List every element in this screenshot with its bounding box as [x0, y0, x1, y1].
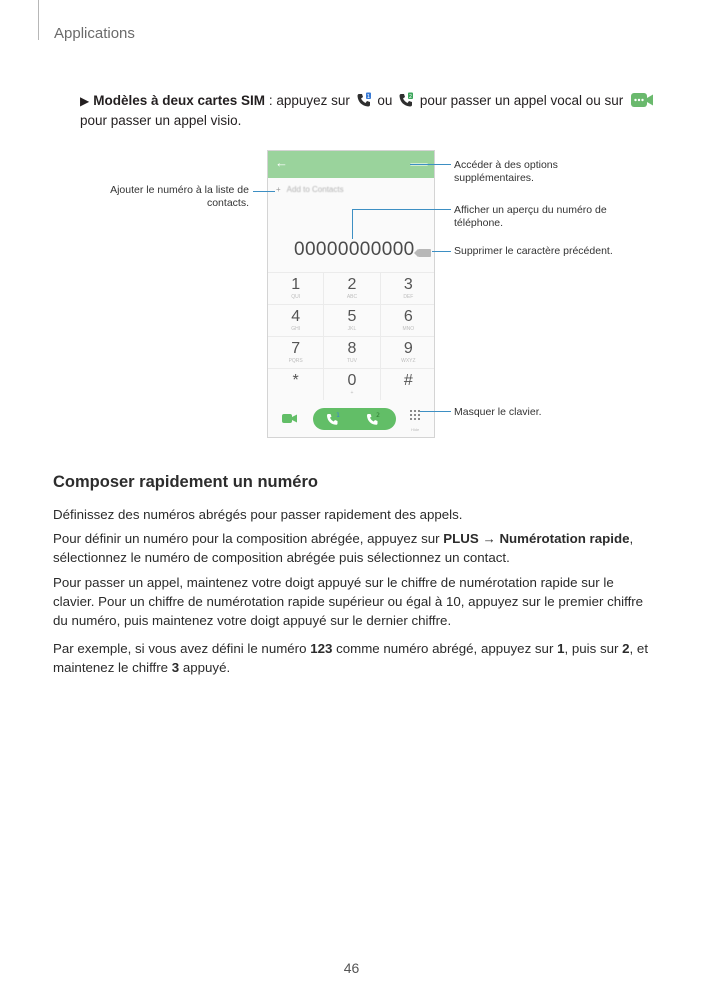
dial-key-digit: 4 — [291, 308, 301, 325]
paragraph-2: Pour définir un numéro pour la composition abrégée, appuyez sur PLUS → Numérotation rapide, sélectionnez le numéro de composition abrégée puis sélectionnez un contact. — [53, 531, 634, 565]
margin-rule — [38, 0, 39, 40]
dial-keypad — [268, 272, 435, 400]
dial-key[interactable] — [268, 337, 323, 368]
dual-sim-note: ▶ Modèles à deux cartes SIM : appuyez sur 1 ou 2 pour passer un appel vocal ou sur pour passer un appel visio. — [80, 91, 660, 131]
keypad-row — [268, 272, 435, 304]
callout-hide-keypad: Masquer le clavier. — [454, 406, 542, 418]
callout-preview: Afficher un aperçu du numéro de téléphone. — [454, 204, 607, 229]
dial-key-digit: 6 — [403, 308, 413, 325]
section-header: Applications — [54, 25, 135, 42]
dial-key[interactable] — [380, 369, 435, 400]
video-call-icon[interactable] — [282, 413, 298, 424]
dial-key-digit: * — [292, 372, 299, 389]
dial-key-digit: 2 — [347, 276, 357, 293]
sim2-number: 2 — [376, 412, 380, 419]
sim1-call-button[interactable] — [325, 412, 341, 427]
dial-key-letters: DEF — [403, 294, 414, 300]
dial-key-digit: 1 — [291, 276, 301, 293]
page-number: 46 — [343, 960, 360, 976]
dial-key-digit: 3 — [403, 276, 413, 293]
paragraph-3: Pour passer un appel, maintenez votre doigt appuyé sur le chiffre de numérotation rapide sur le clavier. Pour un chiffre de numérotation rapide supérieur ou égal à 10, appuyez sur le premier chiffre du numéro, puis maintenez votre doigt appuyé sur le dernier chiffre. — [53, 575, 644, 628]
keypad-row — [268, 304, 435, 336]
dial-key[interactable] — [380, 273, 435, 304]
dial-key-letters: QUI — [291, 294, 301, 300]
callout-delete: Supprimer le caractère précédent. — [454, 245, 613, 257]
sim1-number: 1 — [336, 412, 340, 419]
callout-line-hide-keypad — [420, 411, 451, 412]
dial-key-letters: + — [350, 390, 354, 396]
add-to-contacts-label: Add to Contacts — [286, 185, 344, 194]
paragraph-4: Par exemple, si vous avez défini le numéro 123 comme numéro abrégé, appuyez sur 1, puis sur 2, et maintenez le chiffre 3 appuyé. — [53, 641, 649, 675]
video-call-icon — [630, 91, 654, 109]
dial-key-letters: ABC — [346, 294, 358, 300]
dial-key[interactable] — [380, 337, 435, 368]
dial-key-digit: 7 — [291, 340, 301, 357]
callout-line-preview-drop — [352, 209, 353, 239]
callout-line-preview — [352, 209, 451, 210]
callout-line-delete — [432, 251, 451, 252]
sim1-call-icon — [356, 92, 372, 108]
sim2-call-icon — [398, 92, 414, 108]
dial-key-letters: MNO — [402, 326, 415, 332]
dial-key-digit: 5 — [347, 308, 357, 325]
dial-key[interactable] — [268, 273, 323, 304]
callout-line-more-options — [410, 164, 451, 165]
dial-key-digit: # — [403, 372, 413, 389]
dial-key[interactable] — [268, 305, 323, 336]
dial-key-letters: JKL — [347, 326, 357, 332]
paragraph-1: Définissez des numéros abrégés pour passer rapidement des appels. — [53, 507, 463, 522]
backspace-icon[interactable] — [418, 249, 431, 257]
dial-key-digit: 8 — [347, 340, 357, 357]
back-arrow-icon[interactable]: ← — [275, 155, 288, 170]
dial-key[interactable] — [323, 305, 379, 336]
callout-add-contact: Ajouter le numéro à la liste de contacts. — [110, 184, 249, 209]
dual-sim-title: Modèles à deux cartes SIM — [93, 93, 266, 108]
plus-icon: + — [276, 185, 281, 194]
callout-line-add-contact — [253, 191, 275, 192]
bullet-triangle-icon: ▶ — [80, 94, 90, 108]
dial-key-digit: 0 — [347, 372, 357, 389]
dial-key[interactable] — [323, 337, 379, 368]
svg-text:1: 1 — [366, 93, 370, 100]
sim2-call-button[interactable] — [365, 412, 381, 427]
callout-more-options: Accéder à des options supplémentaires. — [454, 159, 558, 184]
dial-key-digit: 9 — [403, 340, 413, 357]
dialed-number: 00000000000 — [294, 239, 415, 260]
dial-key[interactable] — [380, 305, 435, 336]
hide-keypad-label: Hide — [411, 427, 420, 432]
call-buttons — [313, 408, 396, 430]
dial-key-letters: WXYZ — [401, 358, 416, 364]
keypad-row — [268, 336, 435, 368]
add-to-contacts-row[interactable] — [276, 185, 344, 194]
section-title: Composer rapidement un numéro — [53, 473, 318, 491]
dialer-bottom-bar — [268, 402, 435, 438]
dial-key[interactable] — [268, 369, 323, 400]
keypad-row — [268, 368, 435, 400]
dial-key-letters: PQRS — [288, 358, 303, 364]
dial-key[interactable] — [323, 273, 379, 304]
dial-key-letters: TUV — [346, 358, 357, 364]
dial-key[interactable] — [323, 369, 379, 400]
phone-dialer-screenshot — [267, 150, 435, 438]
svg-text:2: 2 — [409, 93, 413, 100]
dial-key-letters: GHI — [291, 326, 301, 332]
